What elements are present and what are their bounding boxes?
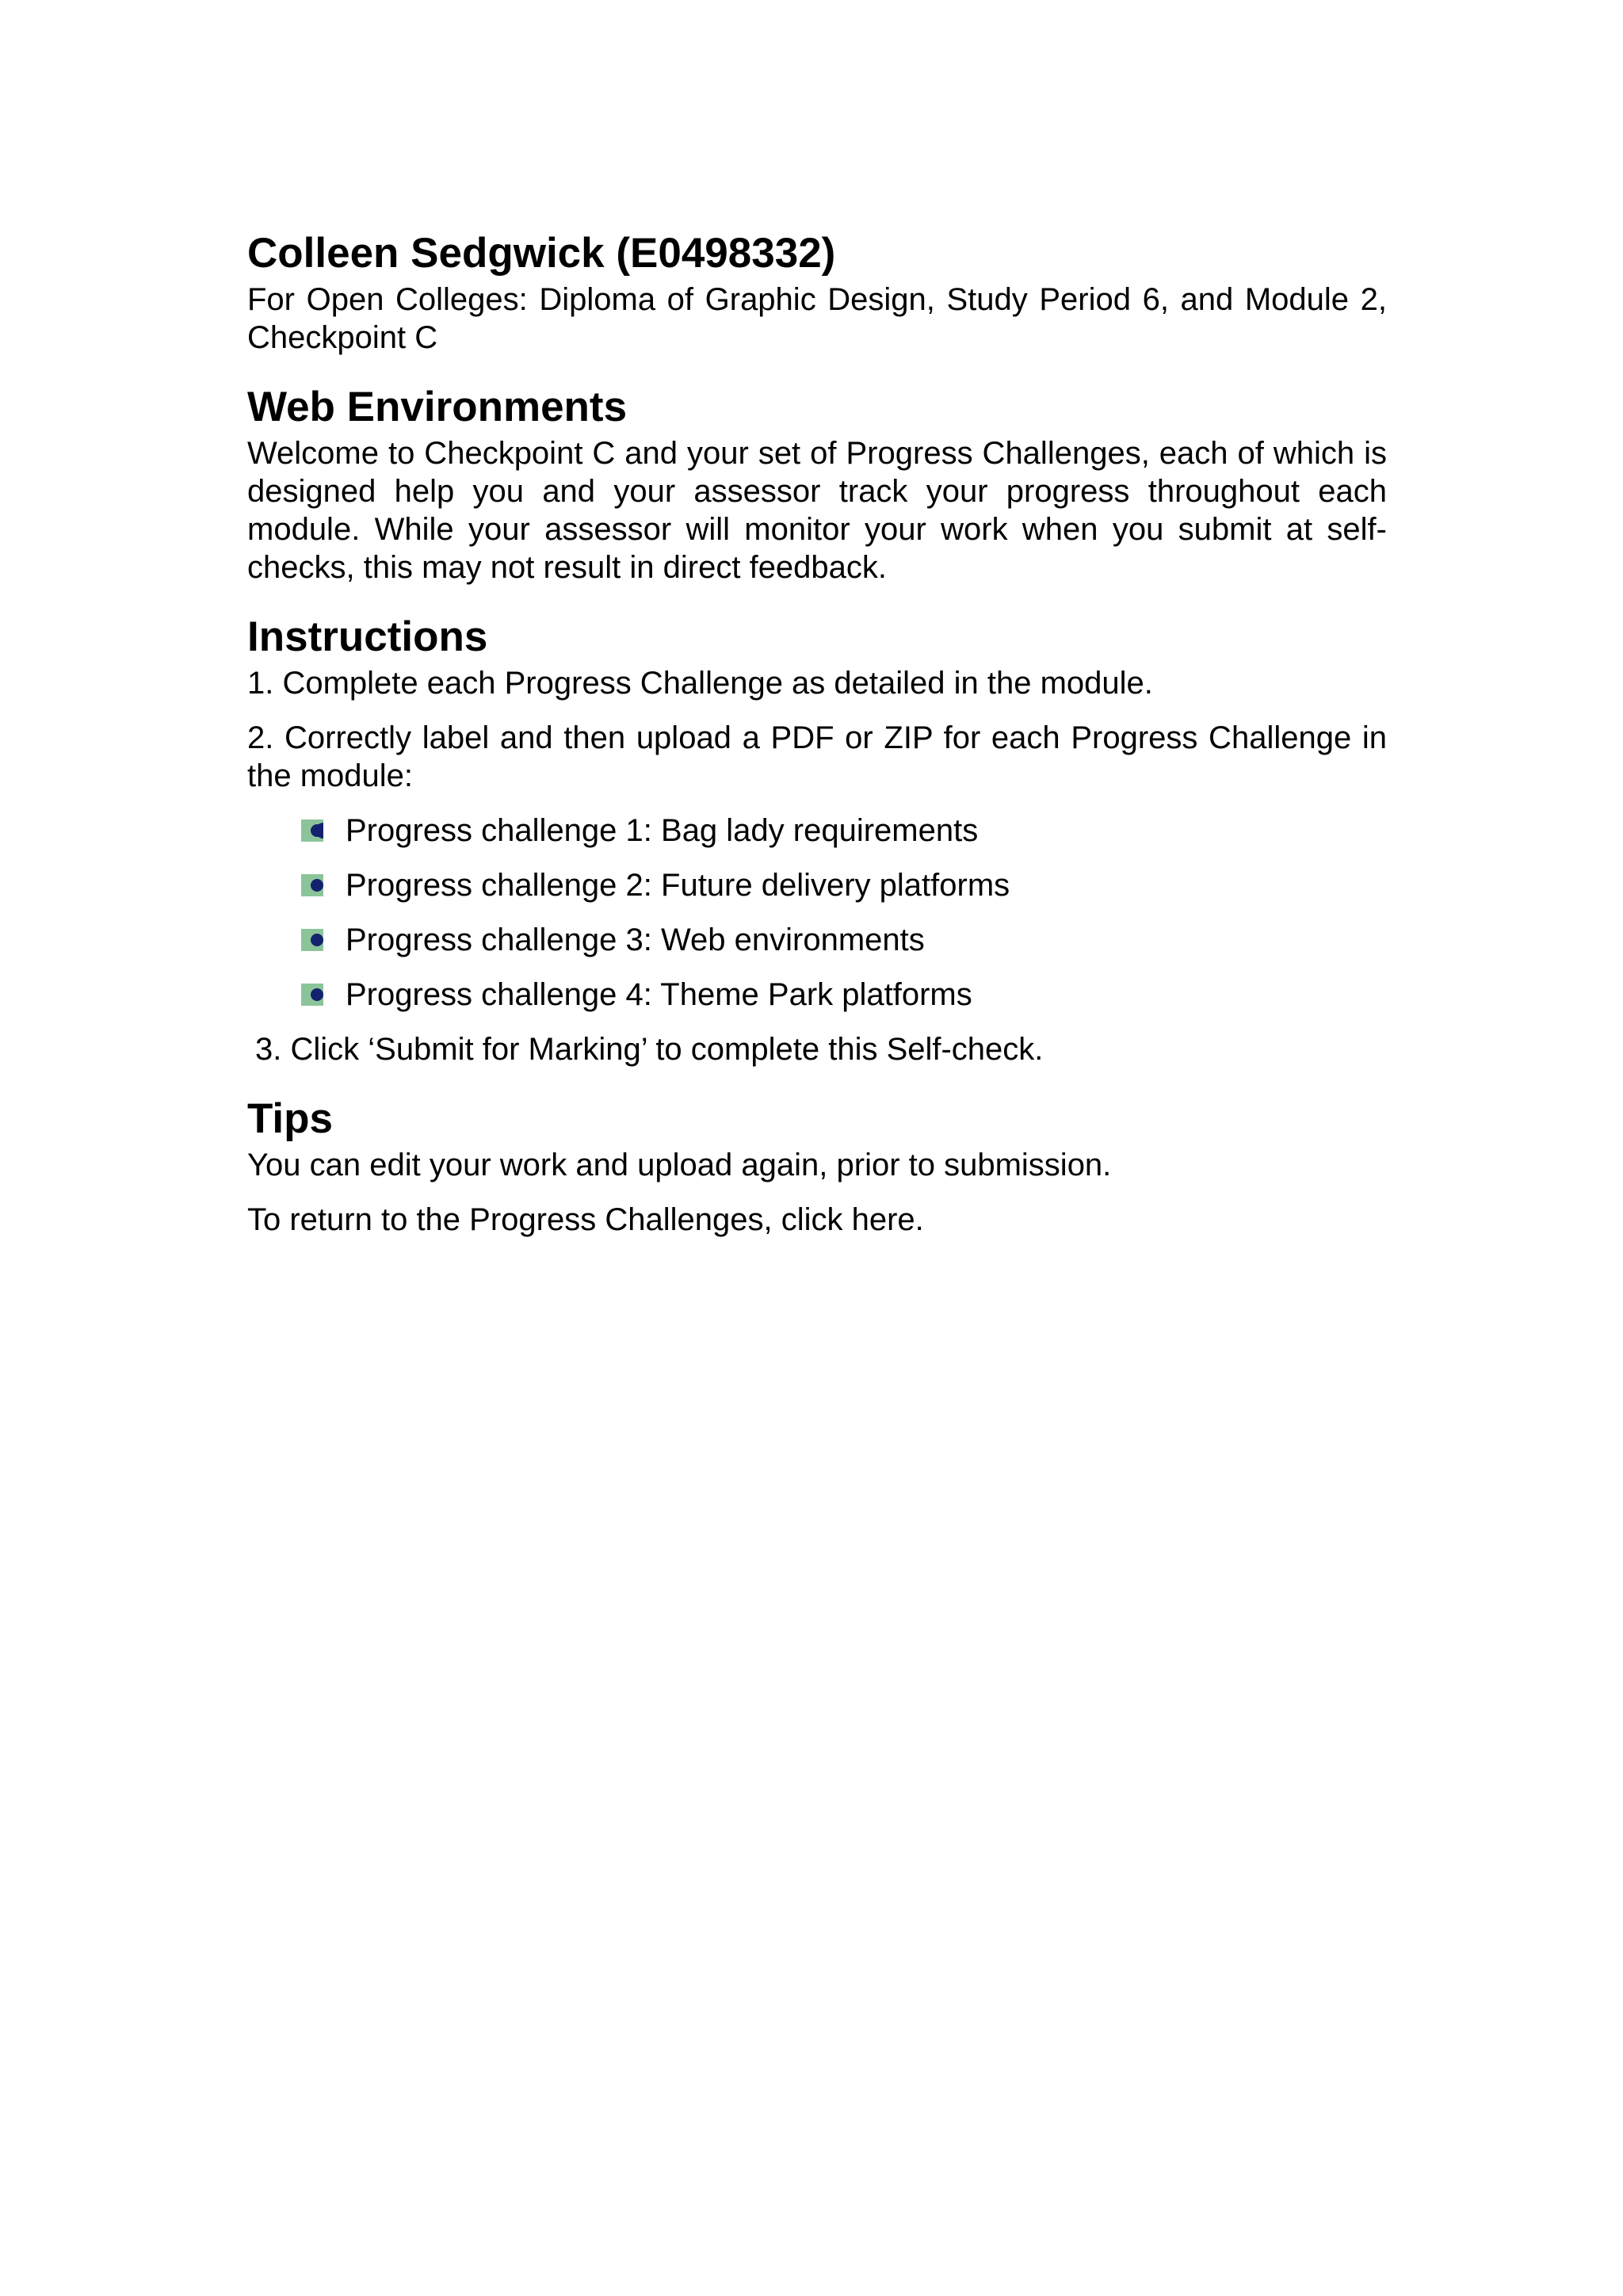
instruction-step-2: 2. Correctly label and then upload a PDF or ZIP for each Progress Challenge in the module:: [247, 720, 1387, 793]
bullet-icon: [301, 819, 323, 842]
challenge-label: Progress challenge 1: Bag lady requirements: [346, 813, 979, 848]
bullet-icon: [301, 929, 323, 951]
web-environments-body: Welcome to Checkpoint C and your set of Progress Challenges, each of which is designed help you and your assessor track your progress throughout each module. While your assessor will monitor your work when you submit at self-checks, this may not result in direct feedback.: [247, 436, 1387, 585]
list-item: [301, 976, 1387, 1014]
return-to-challenges-link[interactable]: To return to the Progress Challenges, click here.: [247, 1202, 924, 1237]
challenge-label: Progress challenge 4: Theme Park platforms: [346, 977, 972, 1012]
document-page: [247, 228, 1387, 1255]
list-item: [301, 921, 1387, 959]
list-item: [301, 866, 1387, 904]
tip-edit-work: You can edit your work and upload again, prior to submission.: [247, 1148, 1112, 1182]
progress-challenge-list: [247, 812, 1387, 1014]
student-name-title: Colleen Sedgwick (E0498332): [247, 230, 836, 277]
challenge-label: Progress challenge 2: Future delivery platforms: [346, 868, 1010, 903]
course-subtitle: For Open Colleges: Diploma of Graphic Design, Study Period 6, and Module 2, Checkpoint C: [247, 282, 1387, 355]
instruction-step-1: 1. Complete each Progress Challenge as detailed in the module.: [247, 666, 1153, 701]
web-environments-heading: Web Environments: [247, 384, 628, 430]
instruction-step-3: 3. Click ‘Submit for Marking’ to complete this Self-check.: [255, 1032, 1044, 1067]
instructions-heading: Instructions: [247, 613, 488, 660]
tips-heading: Tips: [247, 1095, 333, 1142]
bullet-icon: [301, 874, 323, 896]
tip-return-link[interactable]: [247, 1201, 1387, 1239]
bullet-icon: [301, 984, 323, 1006]
list-item: [301, 812, 1387, 850]
challenge-label: Progress challenge 3: Web environments: [346, 923, 925, 957]
